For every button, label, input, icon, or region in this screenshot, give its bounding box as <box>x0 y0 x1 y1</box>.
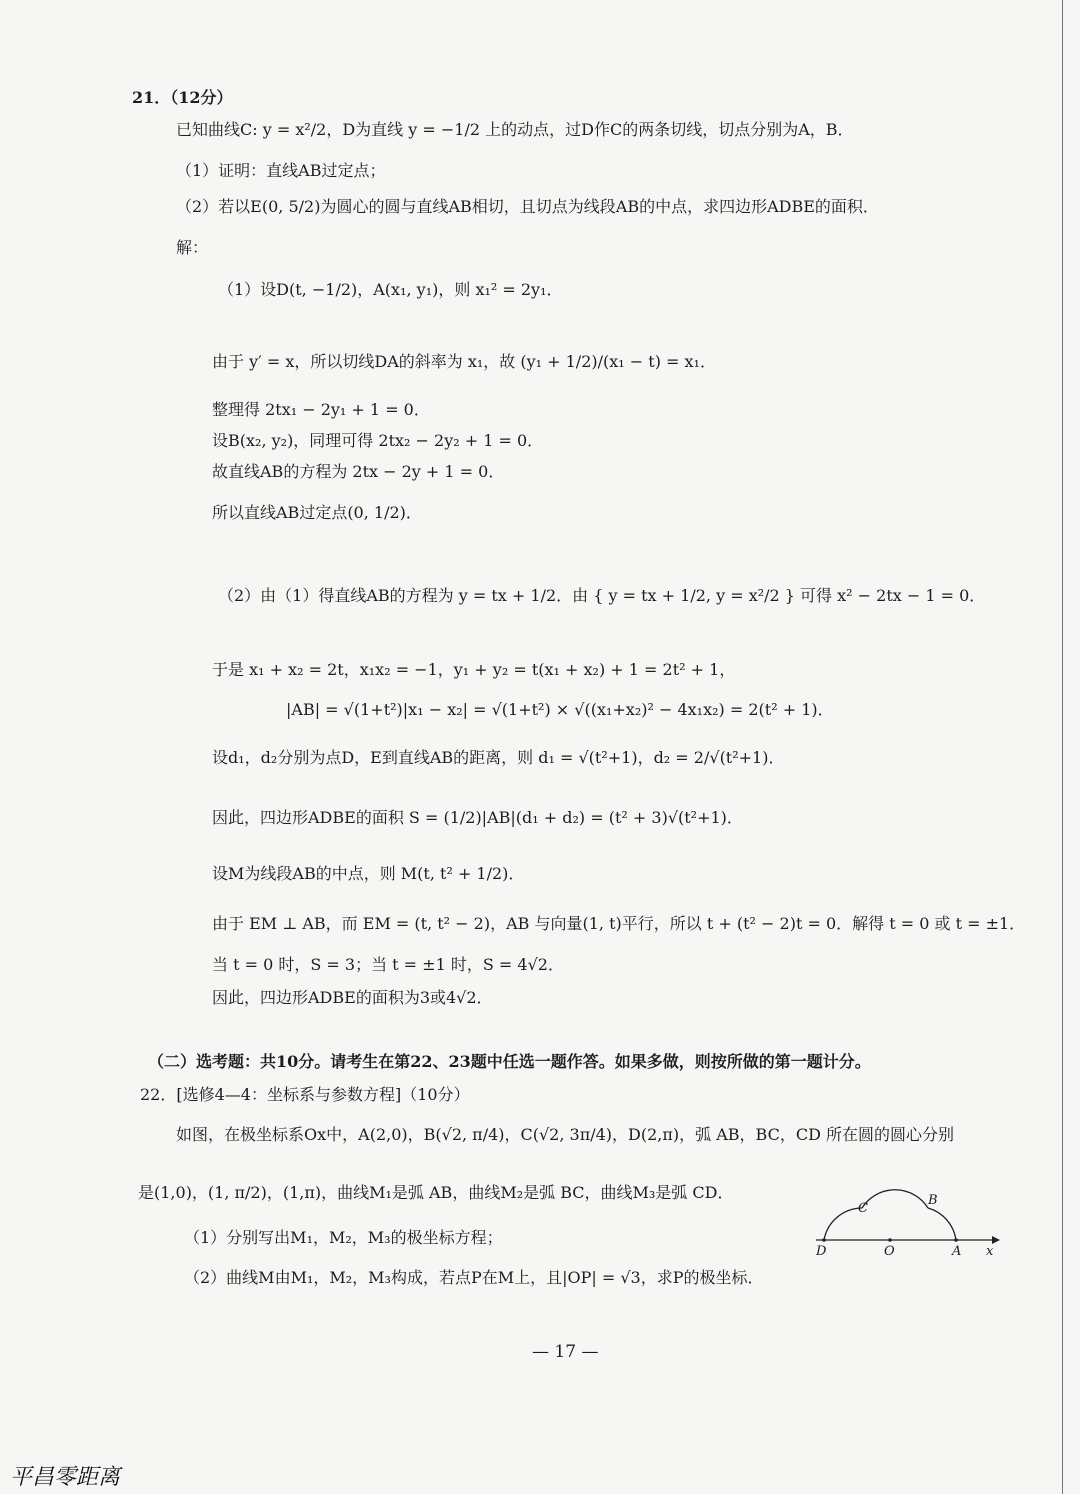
solution-line: 设B(x₂, y₂)，同理可得 2tx₂ − 2y₂ + 1 = 0． <box>212 431 544 450</box>
solution-line: 由于 EM ⊥ AB，而 EM = (t, t² − 2)，AB 与向量(1, t)平行，所以 t + (t² − 2)t = 0．解得 t = 0 或 t = ±1． <box>212 914 1026 933</box>
page-number: — 17 — <box>532 1342 599 1362</box>
point-D <box>822 1238 826 1242</box>
solution-line: 由于 y′ = x，所以切线DA的斜率为 x₁，故 (y₁ + 1/2)/(x₁ − t) = x₁． <box>212 352 716 371</box>
arc-BC <box>862 1190 928 1208</box>
label-O: O <box>884 1244 895 1259</box>
solution-line: 所以直线AB过定点(0, 1/2)． <box>212 503 422 522</box>
label-D: D <box>816 1244 827 1259</box>
q21-part1: （1）证明：直线AB过定点； <box>176 161 386 180</box>
solution-line: 因此，四边形ADBE的面积 S = (1/2)|AB|(d₁ + d₂) = (t² + 3)√(t²+1)． <box>212 808 743 827</box>
solution-line: |AB| = √(1+t²)|x₁ − x₂| = √(1+t²) × √((x₁+x₂)² − 4x₁x₂) = 2(t² + 1)． <box>286 700 834 719</box>
solution-line: 因此，四边形ADBE的面积为3或4√2． <box>212 988 493 1007</box>
q21-header: 21．（12分） <box>132 88 233 107</box>
q22-part2: （2）曲线M由M₁，M₂，M₃构成，若点P在M上，且|OP| = √3，求P的极坐标． <box>184 1268 764 1287</box>
solution-line: 当 t = 0 时，S = 3；当 t = ±1 时，S = 4√2． <box>212 955 564 974</box>
polar-arcs-figure <box>812 1168 1002 1263</box>
q22-stem-line1: 如图，在极坐标系Ox中，A(2,0)，B(√2, π/4)，C(√2, 3π/4)，D(2,π)，弧 AB，BC，CD 所在圆的圆心分别 <box>176 1125 954 1144</box>
solution-line: 故直线AB的方程为 2tx − 2y + 1 = 0． <box>212 462 505 481</box>
arcs-diagram <box>812 1168 1002 1263</box>
q21-part2: （2）若以E(0, 5/2)为圆心的圆与直线AB相切，且切点为线段AB的中点，求四边形ADBE的面积． <box>176 197 879 216</box>
point-O <box>888 1238 892 1242</box>
solution-line: （1）设D(t, −1/2)，A(x₁, y₁)，则 x₁² = 2y₁． <box>218 280 563 299</box>
q21-stem: 已知曲线C: y = x²/2，D为直线 y = −1/2 上的动点，过D作C的两条切线，切点分别为A，B． <box>176 120 854 139</box>
arc-CD <box>824 1208 862 1240</box>
x-axis-arrow-icon <box>992 1236 1000 1244</box>
arc-AB <box>928 1208 956 1240</box>
solution-line: （2）由（1）得直线AB的方程为 y = tx + 1/2．由 { y = tx + 1/2, y = x²/2 } 可得 x² − 2tx − 1 = 0． <box>218 586 986 605</box>
q22-header: 22．[选修4—4：坐标系与参数方程]（10分） <box>140 1085 470 1104</box>
label-C: C <box>858 1201 868 1216</box>
elective-note: （二）选考题：共10分。请考生在第22、23题中任选一题作答。如果多做，则按所做的第一题计分。 <box>148 1052 871 1071</box>
page-edge-line <box>1062 0 1063 1494</box>
solution-line: 设M为线段AB的中点，则 M(t, t² + 1/2)． <box>212 864 525 883</box>
solution-line: 于是 x₁ + x₂ = 2t，x₁x₂ = −1，y₁ + y₂ = t(x₁ + x₂) + 1 = 2t² + 1， <box>212 660 736 679</box>
label-B: B <box>928 1193 938 1208</box>
q22-part1: （1）分别写出M₁，M₂，M₃的极坐标方程； <box>184 1228 503 1247</box>
q22-stem-line2: 是(1,0)，(1, π/2)，(1,π)，曲线M₁是弧 AB，曲线M₂是弧 BC，曲线M₃是弧 CD． <box>138 1183 734 1202</box>
label-A: A <box>952 1244 962 1259</box>
point-A <box>954 1238 958 1242</box>
solution-label: 解： <box>176 238 209 257</box>
solution-line: 整理得 2tx₁ − 2y₁ + 1 = 0． <box>212 400 430 419</box>
label-x: x <box>986 1244 994 1259</box>
watermark: 平昌零距离 <box>10 1465 121 1490</box>
solution-line: 设d₁，d₂分别为点D，E到直线AB的距离，则 d₁ = √(t²+1)，d₂ = 2/√(t²+1)． <box>212 748 785 767</box>
